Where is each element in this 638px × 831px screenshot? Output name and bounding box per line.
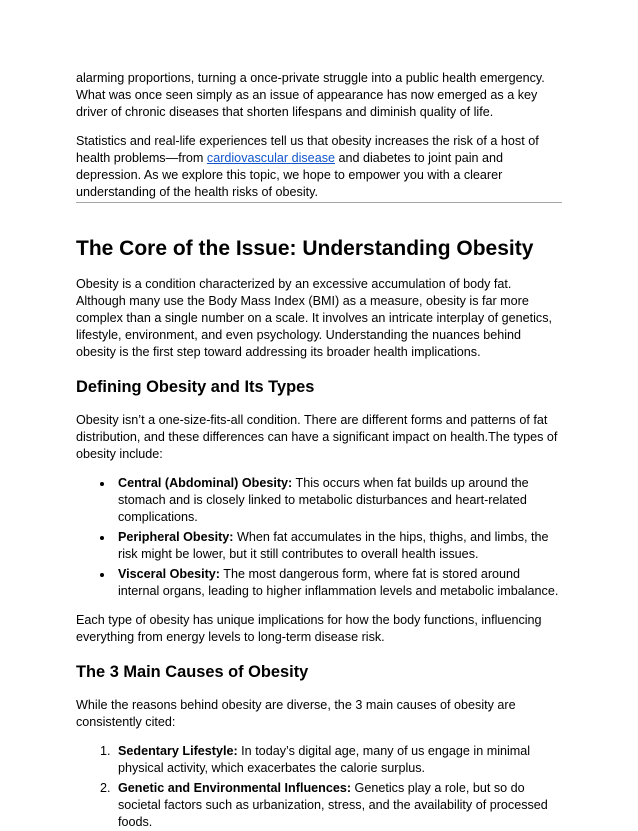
- section-heading-defining-obesity: Defining Obesity and Its Types: [76, 378, 315, 396]
- obesity-types-list: [76, 475, 562, 600]
- intro-paragraph-2-text-after: and diabetes to joint pain and depression. As we explore this topic, we hope to empower you with a clearer understanding of the health risks of obesity.: [76, 151, 504, 199]
- section-3-intro: While the reasons behind obesity are diverse, the 3 main causes of obesity are consistently cited:: [76, 698, 516, 729]
- section-heading-understanding-obesity: The Core of the Issue: Understanding Obesity: [76, 237, 534, 260]
- list-item-text: The most dangerous form, where fat is stored around internal organs, leading to higher inflammation levels and metabolic imbalance.: [118, 567, 559, 598]
- list-item-text: In today’s digital age, many of us engage in minimal physical activity, which exacerbates the calorie surplus.: [118, 744, 531, 775]
- section-2-outro: Each type of obesity has unique implications for how the body functions, influencing everything from energy levels to long-term disease risk.: [76, 613, 542, 644]
- intro-paragraph-2: [76, 133, 562, 201]
- horizontal-divider: [76, 202, 562, 203]
- intro-paragraph-1: alarming proportions, turning a once-private struggle into a public health emergency. What was once seen simply as an issue of appearance has now emerged as a key driver of chronic diseases that shorten lifespans and diminish quality of life.: [76, 71, 545, 119]
- obesity-causes-list: [76, 743, 562, 831]
- section-heading-main-causes: The 3 Main Causes of Obesity: [76, 663, 309, 681]
- list-item-text: This occurs when fat builds up around the stomach and is closely linked to metabolic disturbances and heart-related complications.: [118, 476, 529, 524]
- list-item-label: Central (Abdominal) Obesity:: [118, 476, 293, 490]
- list-item-label: Sedentary Lifestyle:: [118, 744, 238, 758]
- list-item-label: Genetic and Environmental Influences:: [118, 781, 352, 795]
- intro-paragraph-2-text-before: Statistics and real-life experiences tell us that obesity increases the risk of a host of health problems—from: [76, 134, 539, 165]
- list-item: [114, 743, 562, 777]
- list-item-text: When fat accumulates in the hips, thighs, and limbs, the risk might be lower, but it still contributes to overall health issues.: [118, 530, 549, 561]
- section-1-paragraph: Obesity is a condition characterized by an excessive accumulation of body fat. Although many use the Body Mass Index (BMI) as a measure, obesity is far more complex than a single number on a scale. It involves an intricate interplay of genetics, lifestyle, environment, and even psychology. Understanding the nuances behind obesity is the first step toward addressing its broader health implications.: [76, 277, 553, 359]
- list-item: [114, 475, 562, 526]
- list-item-label: Visceral Obesity:: [118, 567, 220, 581]
- cardiovascular-disease-link[interactable]: cardiovascular disease: [206, 151, 335, 165]
- list-item-text: Genetics play a role, but so do societal factors such as urbanization, stress, and the availability of processed foods.: [118, 781, 548, 829]
- section-2-intro: Obesity isn’t a one-size-fits-all condition. There are different forms and patterns of fat distribution, and these differences can have a significant impact on health.The types of obesity include:: [76, 413, 558, 461]
- list-item: [114, 780, 562, 831]
- list-item-label: Peripheral Obesity:: [118, 530, 234, 544]
- list-item: [114, 529, 562, 563]
- list-item: [114, 566, 562, 600]
